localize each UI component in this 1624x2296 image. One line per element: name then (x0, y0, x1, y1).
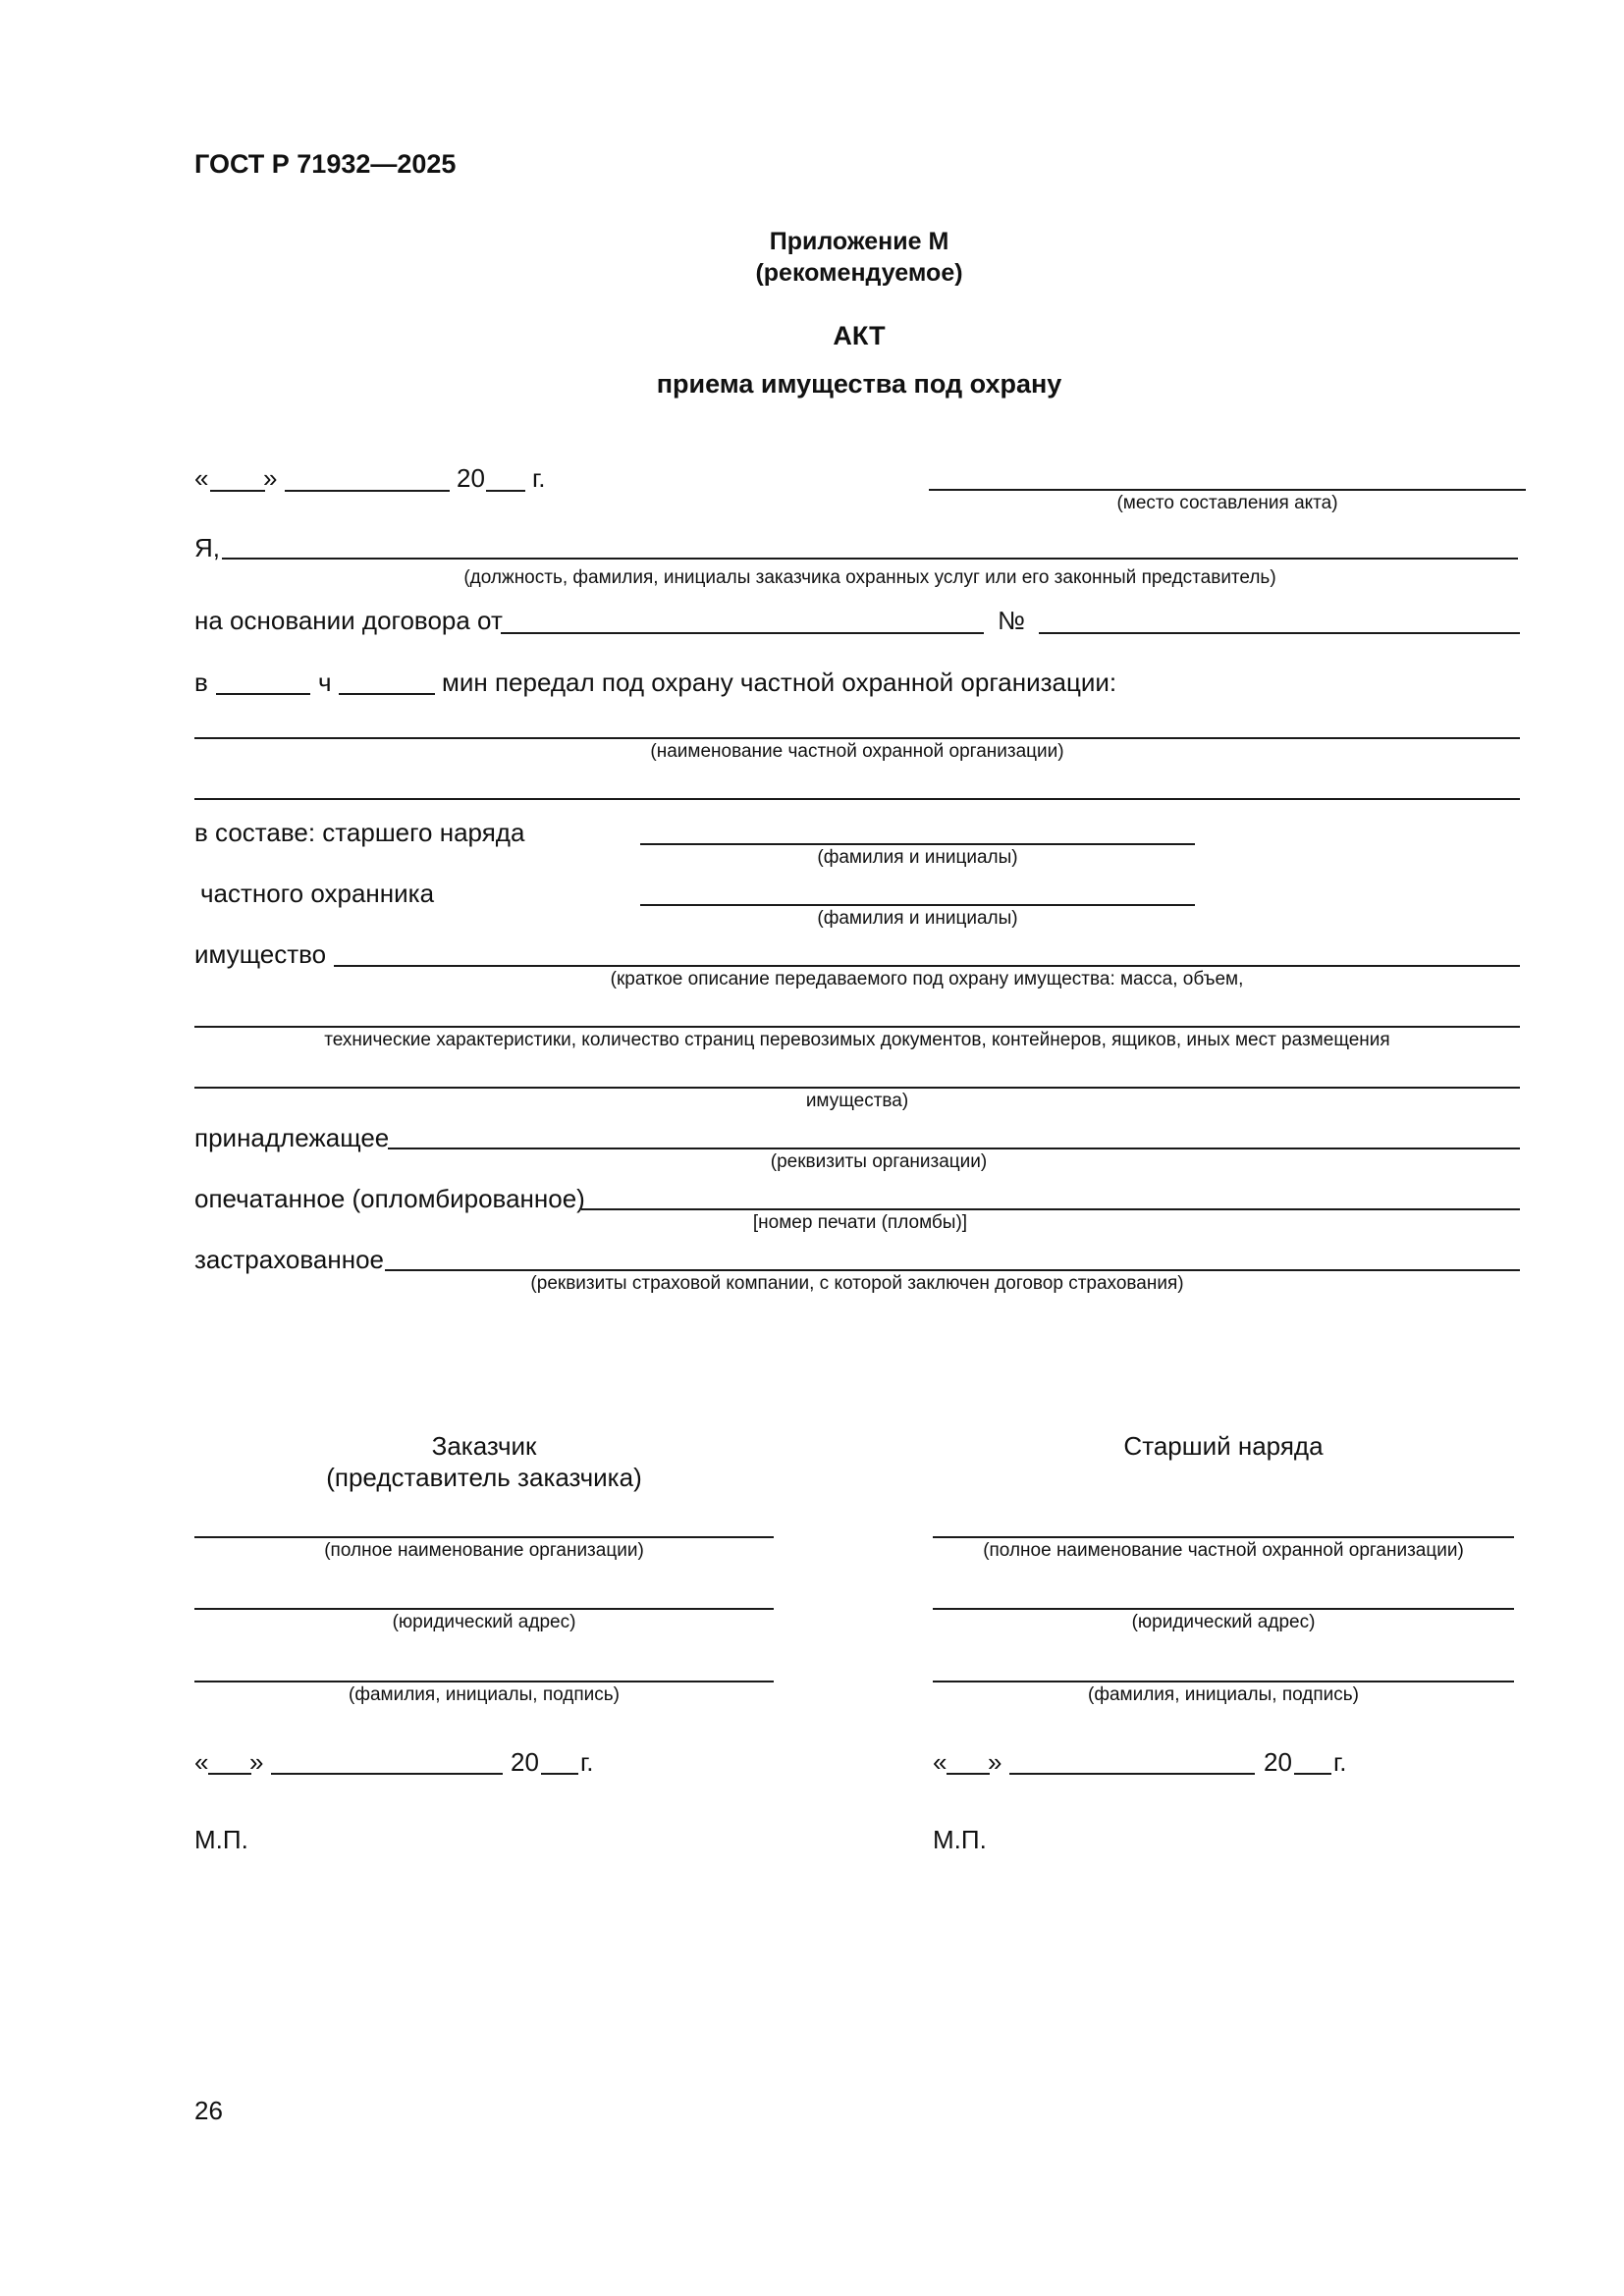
customer-subtitle: (представитель заказчика) (326, 1463, 642, 1492)
senior-sign-blank[interactable] (933, 1681, 1514, 1682)
senior-date-day-blank[interactable] (947, 1773, 990, 1775)
act-title: АКТ (833, 321, 886, 350)
customer-date-year-suffix: г. (580, 1747, 594, 1777)
guard-caption: (фамилия и инициалы) (817, 908, 1018, 929)
senior-date-open-quote: « (933, 1747, 947, 1777)
time-prefix: в (194, 667, 208, 697)
date-year-blank[interactable] (486, 490, 525, 492)
customer-date-day-blank[interactable] (208, 1773, 251, 1775)
owner-caption: (реквизиты организации) (770, 1151, 988, 1172)
date-day-blank[interactable] (210, 490, 265, 492)
date-year-prefix: 20 (457, 463, 485, 493)
page-number: 26 (194, 2096, 223, 2125)
standard-header: ГОСТ Р 71932—2025 (194, 149, 457, 179)
time-hours-label: ч (318, 667, 332, 697)
customer-date-close-quote: » (249, 1747, 264, 1777)
appendix-status: (рекомендуемое) (755, 259, 963, 287)
sealed-label: опечатанное (опломбированное) (194, 1184, 585, 1213)
customer-title: Заказчик (431, 1431, 537, 1461)
contract-label: на основании договора от (194, 606, 503, 635)
org-blank[interactable] (194, 737, 1520, 739)
place-caption: (место составления акта) (1116, 493, 1338, 513)
owner-label: принадлежащее (194, 1123, 390, 1152)
sealed-caption: [номер печати (пломбы)] (752, 1212, 968, 1233)
senior-block-title: Старший наряда (1123, 1431, 1324, 1461)
senior-date-year-suffix: г. (1333, 1747, 1347, 1777)
customer-date-year-prefix: 20 (511, 1747, 539, 1777)
senior-date-year-prefix: 20 (1264, 1747, 1292, 1777)
property-caption-1: (краткое описание передаваемого под охрану имущества: масса, объем, (610, 969, 1244, 989)
org-caption: (наименование частной охранной организации) (650, 741, 1064, 762)
senior-date-close-quote: » (988, 1747, 1002, 1777)
senior-address-caption: (юридический адрес) (1131, 1612, 1316, 1632)
senior-date-month-blank[interactable] (1009, 1773, 1255, 1775)
i-blank[interactable] (222, 558, 1518, 560)
time-hours-blank[interactable] (216, 693, 310, 695)
senior-org-blank[interactable] (933, 1536, 1514, 1538)
contract-number-blank[interactable] (1039, 632, 1520, 634)
senior-caption: (фамилия и инициалы) (817, 847, 1018, 868)
insured-blank[interactable] (385, 1269, 1520, 1271)
place-blank[interactable] (929, 489, 1526, 491)
customer-sign-blank[interactable] (194, 1681, 774, 1682)
date-month-blank[interactable] (285, 490, 450, 492)
time-text: мин передал под охрану частной охранной организации: (442, 667, 1117, 697)
customer-date-month-blank[interactable] (271, 1773, 503, 1775)
insured-label: застрахованное (194, 1245, 384, 1274)
senior-address-blank[interactable] (933, 1608, 1514, 1610)
customer-date-year-blank[interactable] (541, 1773, 578, 1775)
contract-date-blank[interactable] (501, 632, 984, 634)
senior-sign-caption: (фамилия, инициалы, подпись) (1088, 1684, 1359, 1705)
customer-sign-caption: (фамилия, инициалы, подпись) (349, 1684, 620, 1705)
date-close-quote: » (263, 463, 278, 493)
customer-org-blank[interactable] (194, 1536, 774, 1538)
property-blank[interactable] (334, 965, 1520, 967)
property-caption-2: технические характеристики, количество страниц перевозимых документов, контейнеров, ящиков, иных мест размещения (324, 1030, 1390, 1050)
guard-blank[interactable] (640, 904, 1195, 906)
sealed-blank[interactable] (581, 1208, 1520, 1210)
insured-caption: (реквизиты страховой компании, с которой заключен договор страхования) (530, 1273, 1184, 1294)
customer-address-blank[interactable] (194, 1608, 774, 1610)
senior-blank[interactable] (640, 843, 1195, 845)
contract-number-sign: № (998, 606, 1025, 635)
owner-blank[interactable] (388, 1148, 1520, 1149)
i-caption: (должность, фамилия, инициалы заказчика охранных услуг или его законный представитель) (463, 567, 1276, 588)
customer-stamp: М.П. (194, 1825, 248, 1854)
senior-org-caption: (полное наименование частной охранной организации) (983, 1540, 1464, 1561)
customer-org-caption: (полное наименование организации) (324, 1540, 644, 1561)
time-minutes-blank[interactable] (339, 693, 435, 695)
date-open-quote: « (194, 463, 209, 493)
date-year-suffix: г. (532, 463, 546, 493)
guard-label: частного охранника (200, 879, 435, 908)
customer-address-caption: (юридический адрес) (392, 1612, 576, 1632)
property-blank-2[interactable] (194, 1026, 1520, 1028)
i-label: Я, (194, 533, 220, 562)
customer-date-open-quote: « (194, 1747, 209, 1777)
appendix-title: Приложение М (769, 228, 949, 255)
act-subtitle: приема имущества под охрану (656, 369, 1062, 399)
property-label: имущество (194, 939, 327, 969)
senior-date-year-blank[interactable] (1294, 1773, 1331, 1775)
property-caption-3: имущества) (805, 1091, 909, 1111)
senior-label: в составе: старшего наряда (194, 818, 525, 847)
org-blank-2[interactable] (194, 798, 1520, 800)
property-blank-3[interactable] (194, 1087, 1520, 1089)
senior-stamp: М.П. (933, 1825, 987, 1854)
